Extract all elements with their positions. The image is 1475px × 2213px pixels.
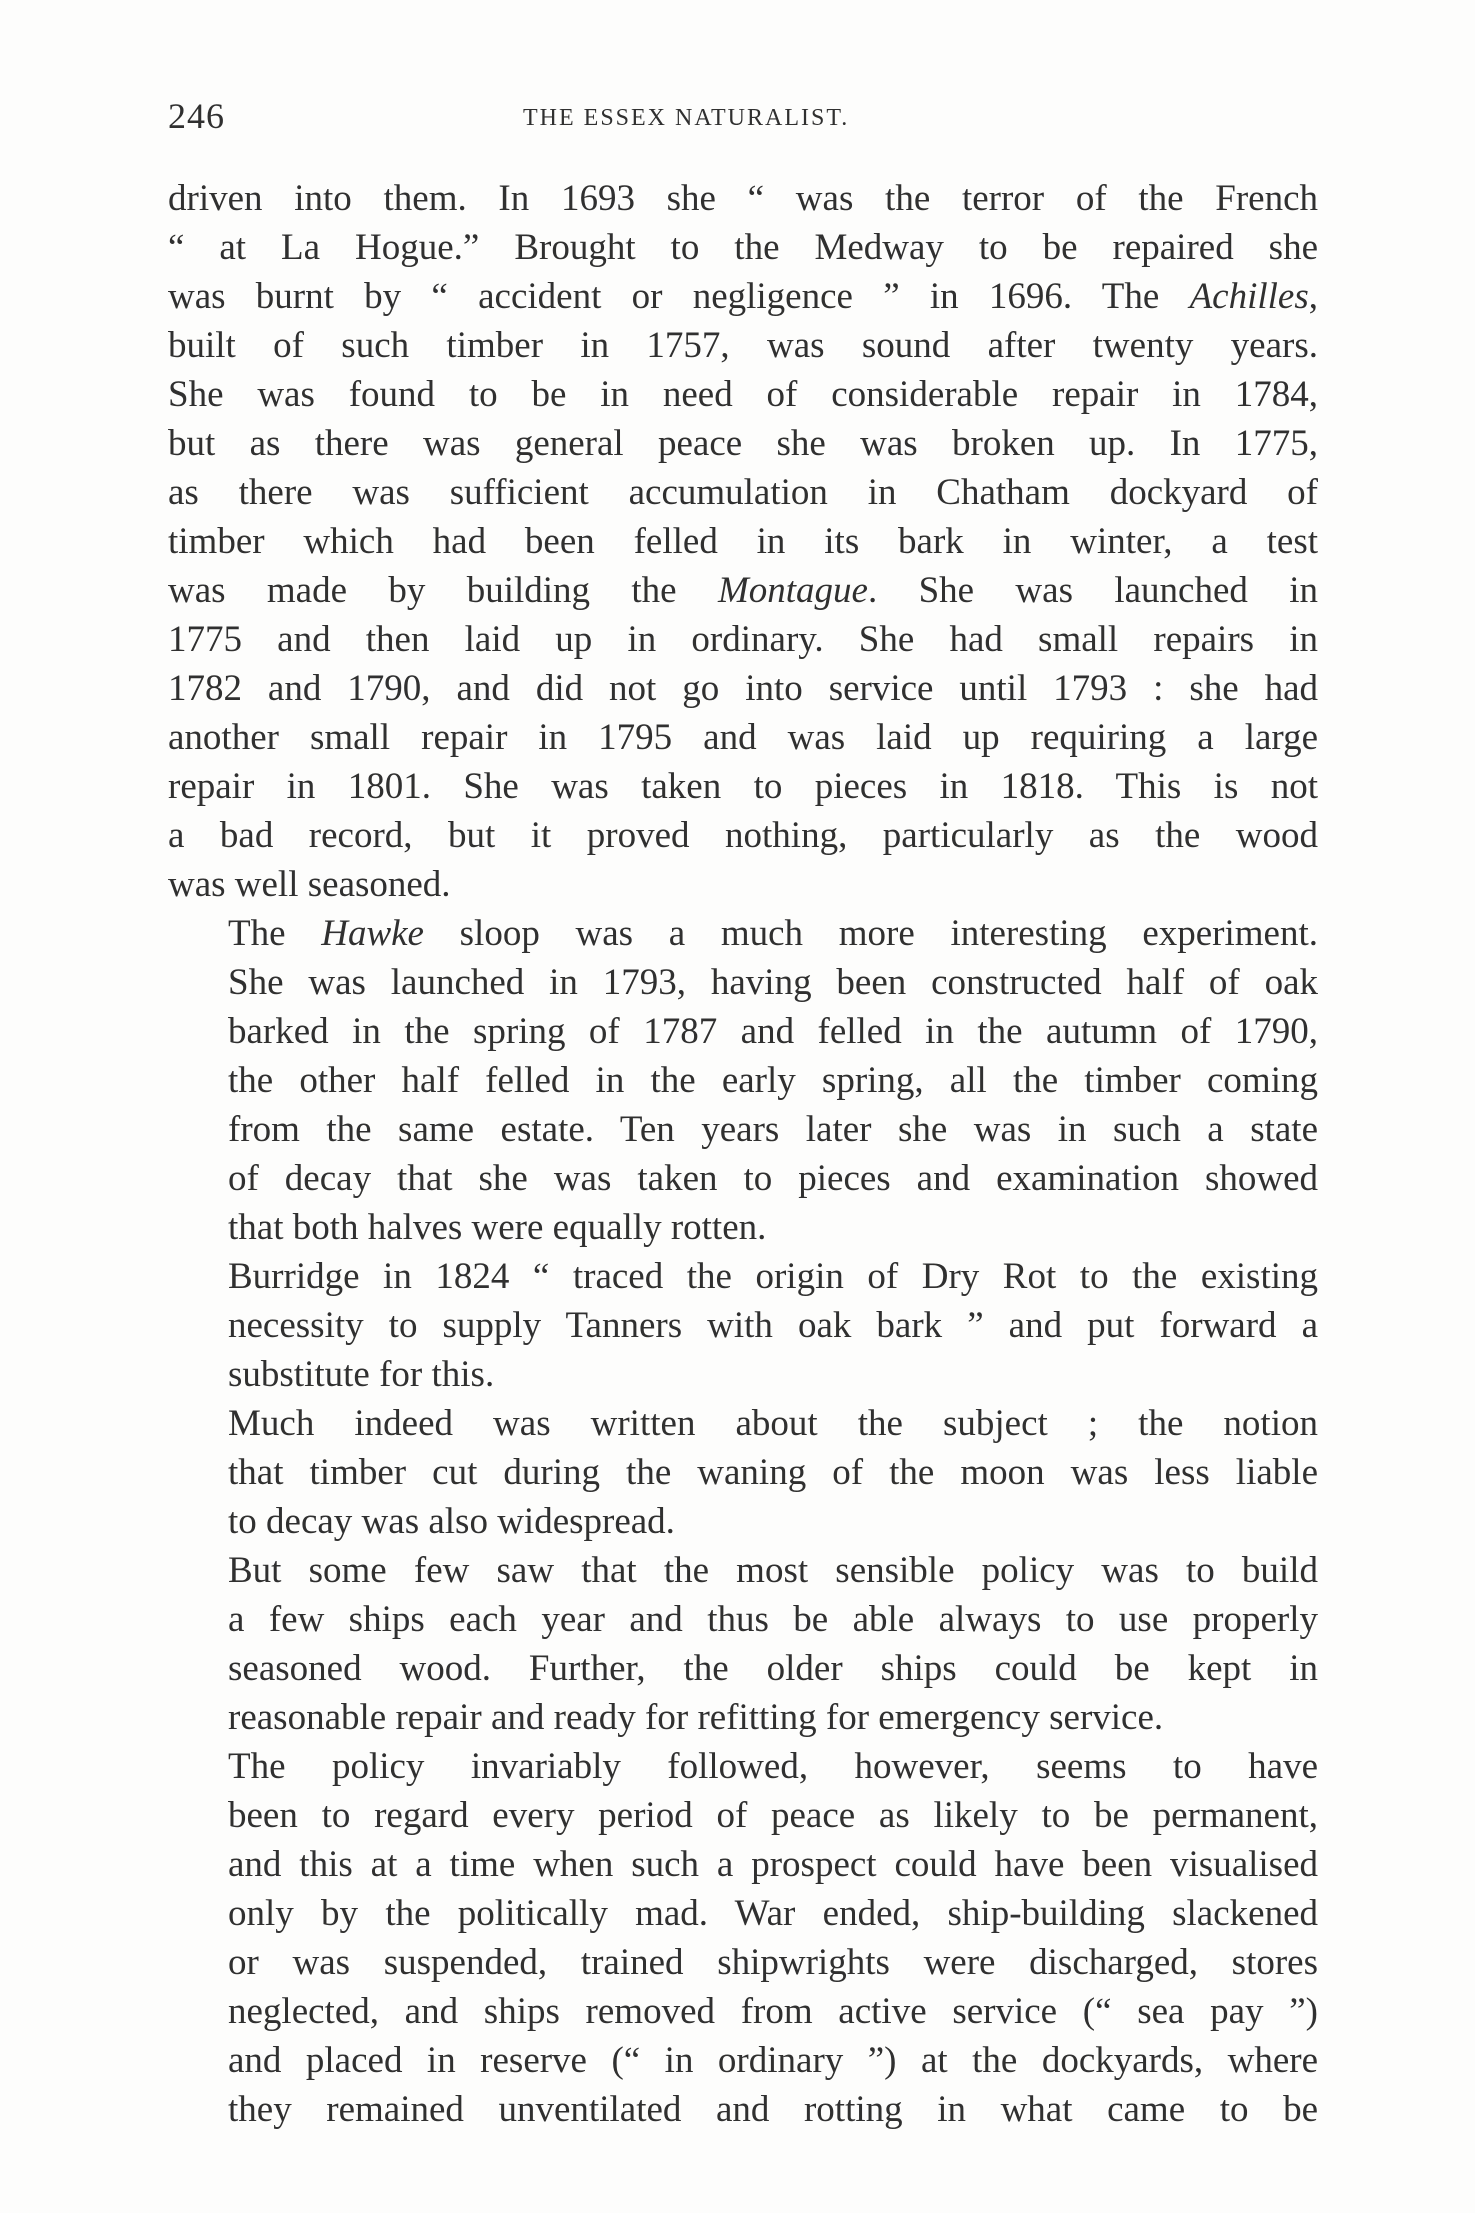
text-line: but as there was general peace she was broken up. In 1775, [168,423,1318,464]
text-line: been to regard every period of peace as likely to be permanent, [228,1795,1318,1836]
text-line: She was launched in 1793, having been constructed half of oak [228,962,1318,1003]
text-line: “ at La Hogue.” Brought to the Medway to be repaired she [168,227,1318,268]
text-line: The Hawke sloop was a much more interesting experiment. [228,913,1318,954]
paragraph [168,1399,1318,1546]
text-line: only by the politically mad. War ended, ship-building slackened [228,1893,1318,1934]
text-line: repair in 1801. She was taken to pieces in 1818. This is not [168,766,1318,807]
page-number: 246 [168,96,225,136]
text-line: as there was sufficient accumulation in Chatham dockyard of [168,472,1318,513]
text-line: a few ships each year and thus be able always to use properly [228,1599,1318,1640]
text-line: another small repair in 1795 and was laid up requiring a large [168,717,1318,758]
text-line: Burridge in 1824 “ traced the origin of Dry Rot to the existing [228,1256,1318,1297]
text-line: was burnt by “ accident or negligence ” in 1696. The Achilles, [168,276,1318,317]
paragraph [168,1252,1318,1399]
journal-title: THE ESSEX NATURALIST. [523,105,850,131]
paragraph [168,909,1318,1252]
text-line: a bad record, but it proved nothing, particularly as the wood [168,815,1318,856]
text-line: they remained unventilated and rotting in what came to be [228,2089,1318,2130]
text-line: 1775 and then laid up in ordinary. She had small repairs in [168,619,1318,660]
text-line: that both halves were equally rotten. [228,1207,767,1248]
text-line: necessity to supply Tanners with oak bark ” and put forward a [228,1305,1318,1346]
text-line: of decay that she was taken to pieces and examination showed [228,1158,1318,1199]
text-line: or was suspended, trained shipwrights were discharged, stores [228,1942,1318,1983]
text-line: barked in the spring of 1787 and felled in the autumn of 1790, [228,1011,1318,1052]
text-line: 1782 and 1790, and did not go into service until 1793 : she had [168,668,1318,709]
text-line: seasoned wood. Further, the older ships could be kept in [228,1648,1318,1689]
text-line: The policy invariably followed, however, seems to have [228,1746,1318,1787]
text-line: and this at a time when such a prospect could have been visualised [228,1844,1318,1885]
text-line: timber which had been felled in its bark in winter, a test [168,521,1318,562]
text-line: was made by building the Montague. She was launched in [168,570,1318,611]
text-line: Much indeed was written about the subject ; the notion [228,1403,1318,1444]
text-line: She was found to be in need of considerable repair in 1784, [168,374,1318,415]
text-line: from the same estate. Ten years later she was in such a state [228,1109,1318,1150]
text-line: built of such timber in 1757, was sound after twenty years. [168,325,1318,366]
text-line: and placed in reserve (“ in ordinary ”) at the dockyards, where [228,2040,1318,2081]
text-line: the other half felled in the early spring, all the timber coming [228,1060,1318,1101]
body-text [168,174,1318,2134]
text-line: was well seasoned. [168,864,451,905]
text-line: that timber cut during the waning of the moon was less liable [228,1452,1318,1493]
paragraph [168,1546,1318,1742]
text-line: to decay was also widespread. [228,1501,675,1542]
text-line: But some few saw that the most sensible policy was to build [228,1550,1318,1591]
paragraph [168,1742,1318,2134]
text-line: substitute for this. [228,1354,495,1395]
paragraph [168,174,1318,909]
running-head [168,95,1318,145]
text-line: neglected, and ships removed from active service (“ sea pay ”) [228,1991,1318,2032]
text-line: driven into them. In 1693 she “ was the terror of the French [168,178,1318,219]
text-line: reasonable repair and ready for refitting for emergency service. [228,1697,1164,1738]
